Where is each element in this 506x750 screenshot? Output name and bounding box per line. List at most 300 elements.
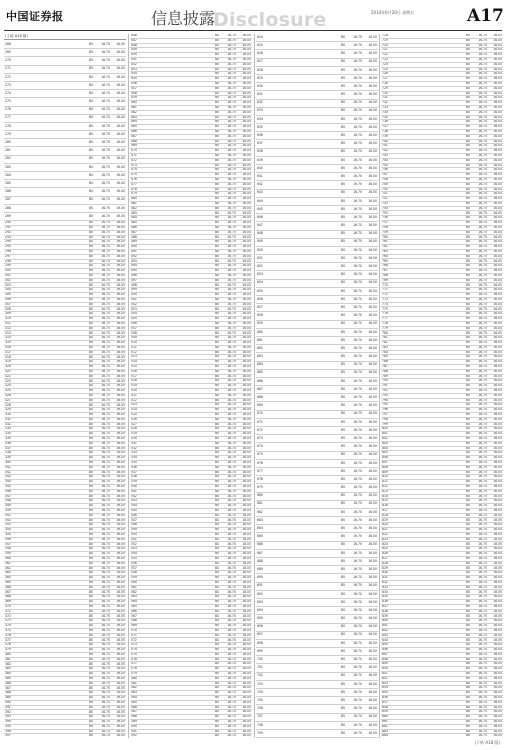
table-row xyxy=(256,116,378,124)
value-b: 16.05 xyxy=(116,288,125,292)
row-number: 785 xyxy=(382,355,388,359)
type-code: B0 xyxy=(88,729,94,733)
value-a: 16.75 xyxy=(101,691,110,695)
row-number: 848 xyxy=(382,657,388,661)
type-code: B0 xyxy=(88,345,94,349)
row-number: 495 xyxy=(131,269,137,273)
row-number: 396 xyxy=(5,729,11,733)
row-number: 315 xyxy=(5,341,11,345)
value-a: 16.75 xyxy=(227,57,236,62)
row-number: 833 xyxy=(382,585,388,589)
type-code: B0 xyxy=(340,419,346,424)
value-a: 16.75 xyxy=(101,484,110,489)
value-a: 16.75 xyxy=(478,686,487,690)
value-b: 16.05 xyxy=(493,240,502,244)
row-number: 750 xyxy=(382,187,388,191)
value-b: 16.05 xyxy=(116,556,125,560)
row-number: 804 xyxy=(382,446,388,450)
value-b: 16.05 xyxy=(242,86,251,90)
value-b: 16.00 xyxy=(368,141,377,146)
row-number: 827 xyxy=(382,556,388,560)
value-b: 16.05 xyxy=(493,302,502,306)
row-number: 801 xyxy=(382,432,388,436)
row-number: 471 xyxy=(131,153,137,158)
type-code: B0 xyxy=(214,436,220,441)
value-a: 16.75 xyxy=(478,48,487,52)
value-a: 16.75 xyxy=(478,81,487,86)
value-a: 16.75 xyxy=(478,293,487,297)
table-row xyxy=(256,75,378,83)
value-b: 16.05 xyxy=(242,619,251,623)
type-code: B0 xyxy=(340,157,346,162)
row-number: 687 xyxy=(257,550,263,555)
row-number: 362 xyxy=(5,566,11,570)
type-code: B0 xyxy=(88,213,94,218)
value-b: 16.05 xyxy=(242,38,251,42)
type-code: B0 xyxy=(88,489,94,493)
value-a: 16.75 xyxy=(227,177,236,181)
value-a: 16.75 xyxy=(227,432,236,436)
value-b: 16.00 xyxy=(368,198,377,203)
type-code: B0 xyxy=(465,173,471,177)
value-b: 16.05 xyxy=(242,585,251,589)
value-a: 16.75 xyxy=(478,43,487,47)
value-b: 16.05 xyxy=(242,499,251,503)
value-b: 16.00 xyxy=(368,493,377,498)
value-b: 16.05 xyxy=(493,216,502,220)
value-a: 16.70 xyxy=(101,82,110,87)
row-number: 375 xyxy=(5,628,11,632)
value-b: 16.05 xyxy=(242,547,251,551)
table-row xyxy=(256,648,378,656)
value-b: 16.05 xyxy=(493,34,502,38)
value-a: 16.75 xyxy=(227,681,236,685)
value-b: 16.05 xyxy=(116,657,125,661)
value-a: 16.75 xyxy=(227,542,236,546)
table-row xyxy=(4,147,126,155)
value-a: 16.75 xyxy=(101,729,110,733)
table-row xyxy=(4,107,126,115)
table-row xyxy=(256,67,378,75)
value-a: 16.75 xyxy=(478,86,487,90)
value-a: 16.75 xyxy=(101,590,110,594)
row-number: 665 xyxy=(257,370,263,375)
table-row xyxy=(256,435,378,443)
value-b: 16.05 xyxy=(242,614,251,618)
value-a: 16.75 xyxy=(227,393,236,397)
type-code: B0 xyxy=(214,561,220,565)
value-b: 16.05 xyxy=(116,451,125,455)
value-a: 16.75 xyxy=(227,139,236,143)
type-code: B0 xyxy=(465,436,471,441)
row-number: 779 xyxy=(382,326,388,330)
value-a: 16.75 xyxy=(478,715,487,719)
value-a: 16.75 xyxy=(478,542,487,546)
value-b: 16.05 xyxy=(116,489,125,493)
table-row xyxy=(256,705,378,713)
table-row xyxy=(256,525,378,533)
row-number: 563 xyxy=(131,595,137,599)
value-a: 16.75 xyxy=(478,648,487,652)
value-b: 16.05 xyxy=(242,604,251,608)
value-a: 16.75 xyxy=(478,211,487,215)
value-a: 16.70 xyxy=(353,116,362,121)
value-b: 16.05 xyxy=(116,576,125,580)
row-number: 584 xyxy=(131,695,137,700)
row-number: 452 xyxy=(131,62,137,66)
value-b: 16.05 xyxy=(242,216,251,220)
type-code: B0 xyxy=(214,398,220,402)
row-number: 705 xyxy=(257,697,263,702)
value-a: 16.70 xyxy=(101,90,110,95)
value-a: 16.75 xyxy=(478,345,487,349)
value-a: 16.75 xyxy=(227,129,236,134)
value-a: 16.75 xyxy=(227,604,236,608)
value-a: 16.75 xyxy=(478,628,487,632)
type-code: B0 xyxy=(465,638,471,642)
row-number: 321 xyxy=(5,369,11,373)
type-code: B0 xyxy=(465,230,471,234)
type-code: B0 xyxy=(340,304,346,309)
value-b: 16.00 xyxy=(368,190,377,195)
value-b: 16.05 xyxy=(116,715,125,719)
table-row xyxy=(256,640,378,648)
value-a: 16.75 xyxy=(101,489,110,493)
value-b: 16.00 xyxy=(116,213,125,218)
value-a: 16.75 xyxy=(478,614,487,618)
row-number: 310 xyxy=(5,317,11,321)
value-a: 16.75 xyxy=(227,417,236,421)
value-b: 16.05 xyxy=(242,686,251,690)
table-row xyxy=(256,501,378,509)
value-b: 16.05 xyxy=(493,484,502,488)
row-number: 451 xyxy=(131,57,137,62)
value-a: 16.70 xyxy=(353,92,362,97)
value-b: 16.05 xyxy=(493,695,502,700)
type-code: B0 xyxy=(88,537,94,541)
type-code: B0 xyxy=(465,293,471,297)
value-a: 16.75 xyxy=(227,609,236,613)
value-b: 16.05 xyxy=(242,379,251,383)
row-number: 686 xyxy=(257,542,263,547)
type-code: B0 xyxy=(88,278,94,282)
type-code: B0 xyxy=(465,364,471,369)
type-code: B0 xyxy=(340,42,346,47)
row-number: 324 xyxy=(5,384,11,388)
type-code: B0 xyxy=(340,231,346,236)
table-row xyxy=(256,59,378,67)
row-number: 624 xyxy=(257,34,263,39)
value-b: 16.00 xyxy=(368,386,377,391)
row-number: 581 xyxy=(131,681,137,685)
value-b: 16.05 xyxy=(242,667,251,671)
row-number: 729 xyxy=(382,86,388,90)
type-code: B0 xyxy=(465,465,471,469)
row-number: 667 xyxy=(257,386,263,391)
row-number: 560 xyxy=(131,580,137,584)
table-row xyxy=(256,517,378,525)
value-a: 16.75 xyxy=(478,705,487,709)
value-a: 16.75 xyxy=(101,494,110,498)
value-b: 16.05 xyxy=(242,240,251,244)
row-number: 387 xyxy=(5,686,11,690)
type-code: B0 xyxy=(340,665,346,670)
value-a: 16.75 xyxy=(101,480,110,484)
value-b: 16.05 xyxy=(242,465,251,469)
value-a: 16.75 xyxy=(478,192,487,196)
row-number: 359 xyxy=(5,552,11,556)
type-code: B0 xyxy=(88,297,94,301)
value-b: 16.05 xyxy=(116,619,125,623)
row-number: 808 xyxy=(382,465,388,469)
type-code: B0 xyxy=(88,662,94,666)
type-code: B0 xyxy=(88,331,94,335)
row-number: 355 xyxy=(5,532,11,537)
row-number: 730 xyxy=(382,91,388,95)
value-a: 16.70 xyxy=(353,681,362,686)
value-a: 16.75 xyxy=(227,312,236,316)
value-a: 16.70 xyxy=(353,239,362,244)
row-number: 492 xyxy=(131,254,137,258)
value-b: 16.00 xyxy=(116,58,125,63)
value-b: 16.05 xyxy=(242,72,251,76)
type-code: B0 xyxy=(214,427,220,431)
value-a: 16.75 xyxy=(227,384,236,388)
type-code: B0 xyxy=(465,686,471,690)
value-b: 16.00 xyxy=(368,108,377,113)
value-a: 16.75 xyxy=(227,110,236,114)
value-a: 16.75 xyxy=(101,537,110,541)
value-b: 16.05 xyxy=(242,600,251,604)
value-a: 16.75 xyxy=(227,297,236,301)
value-b: 16.05 xyxy=(242,705,251,709)
value-b: 16.05 xyxy=(493,273,502,277)
row-number: 655 xyxy=(257,288,263,293)
type-code: B0 xyxy=(214,149,220,153)
type-code: B0 xyxy=(214,614,220,618)
type-code: B0 xyxy=(340,100,346,105)
type-code: B0 xyxy=(88,724,94,728)
value-b: 16.00 xyxy=(368,321,377,326)
row-number: 537 xyxy=(131,470,137,474)
value-b: 16.05 xyxy=(242,168,251,172)
value-b: 16.00 xyxy=(368,313,377,318)
value-a: 16.75 xyxy=(101,379,110,383)
row-number: 363 xyxy=(5,571,11,575)
value-a: 16.70 xyxy=(353,714,362,719)
value-a: 16.75 xyxy=(478,724,487,728)
row-number: 510 xyxy=(131,341,137,345)
type-code: B0 xyxy=(214,393,220,397)
type-code: B0 xyxy=(88,518,94,522)
value-b: 16.00 xyxy=(368,624,377,629)
row-number: 548 xyxy=(131,523,137,527)
type-code: B0 xyxy=(465,360,471,364)
value-a: 16.70 xyxy=(353,509,362,514)
page-number: A17 xyxy=(467,6,504,26)
value-b: 16.00 xyxy=(116,131,125,136)
row-number: 650 xyxy=(257,247,263,252)
value-b: 16.00 xyxy=(116,90,125,95)
value-b: 16.05 xyxy=(116,734,125,738)
value-b: 16.05 xyxy=(116,609,125,613)
value-b: 16.05 xyxy=(116,523,125,527)
value-b: 16.05 xyxy=(493,355,502,359)
row-number: 307 xyxy=(5,302,11,306)
value-a: 16.75 xyxy=(101,413,110,417)
value-b: 16.00 xyxy=(368,419,377,424)
value-b: 16.05 xyxy=(116,446,125,450)
row-number: 821 xyxy=(382,528,388,532)
type-code: B0 xyxy=(214,566,220,570)
row-number: 559 xyxy=(131,576,137,580)
value-a: 16.75 xyxy=(478,652,487,656)
value-a: 16.75 xyxy=(101,230,110,234)
value-a: 16.70 xyxy=(353,566,362,571)
value-a: 16.75 xyxy=(478,312,487,316)
value-a: 16.75 xyxy=(227,633,236,637)
row-number: 837 xyxy=(382,604,388,608)
row-number: 749 xyxy=(382,182,388,186)
value-b: 16.00 xyxy=(368,247,377,252)
type-code: B0 xyxy=(465,600,471,604)
type-code: B0 xyxy=(88,417,94,421)
type-code: B0 xyxy=(88,715,94,719)
value-b: 16.05 xyxy=(493,144,502,148)
value-a: 16.75 xyxy=(478,182,487,186)
value-a: 16.75 xyxy=(478,77,487,81)
value-b: 16.05 xyxy=(493,62,502,66)
value-b: 16.00 xyxy=(368,665,377,670)
table-row xyxy=(256,714,378,722)
value-b: 16.05 xyxy=(116,633,125,637)
row-number: 292 xyxy=(5,230,11,234)
value-a: 16.75 xyxy=(227,149,236,153)
type-code: B0 xyxy=(465,547,471,551)
value-a: 16.75 xyxy=(101,624,110,628)
row-number: 522 xyxy=(131,398,137,402)
value-a: 16.75 xyxy=(478,695,487,700)
header-rule xyxy=(4,30,502,31)
type-code: B0 xyxy=(214,590,220,594)
row-number: 829 xyxy=(382,566,388,570)
value-a: 16.75 xyxy=(227,671,236,676)
value-a: 16.70 xyxy=(353,264,362,269)
type-code: B0 xyxy=(214,158,220,162)
type-code: B0 xyxy=(214,388,220,393)
value-a: 16.75 xyxy=(227,451,236,455)
row-number: 857 xyxy=(382,700,388,704)
row-number: 280 xyxy=(5,140,11,145)
value-b: 16.05 xyxy=(493,153,502,158)
table-row xyxy=(256,353,378,361)
row-number: 666 xyxy=(257,378,263,383)
type-code: B0 xyxy=(340,34,346,39)
value-b: 16.00 xyxy=(368,427,377,432)
type-code: B0 xyxy=(88,513,94,517)
row-number: 564 xyxy=(131,600,137,604)
value-b: 16.00 xyxy=(368,272,377,277)
table-row xyxy=(4,49,126,57)
value-a: 16.75 xyxy=(227,403,236,407)
value-a: 16.70 xyxy=(353,517,362,522)
table-row xyxy=(256,280,378,288)
row-number: 323 xyxy=(5,379,11,383)
type-code: B0 xyxy=(88,156,94,161)
value-b: 16.00 xyxy=(116,180,125,185)
value-b: 16.05 xyxy=(493,422,502,426)
row-number: 844 xyxy=(382,638,388,642)
row-number: 544 xyxy=(131,504,137,508)
type-code: B0 xyxy=(214,245,220,249)
table-row xyxy=(256,91,378,99)
value-b: 16.05 xyxy=(242,662,251,666)
row-number: 849 xyxy=(382,662,388,666)
row-number: 336 xyxy=(5,441,11,445)
value-b: 16.05 xyxy=(493,67,502,71)
row-number: 376 xyxy=(5,633,11,637)
value-a: 16.75 xyxy=(227,619,236,623)
row-number: 845 xyxy=(382,643,388,647)
value-a: 16.75 xyxy=(478,321,487,325)
type-code: B0 xyxy=(465,734,471,738)
value-b: 16.05 xyxy=(116,436,125,441)
value-a: 16.75 xyxy=(227,369,236,373)
value-b: 16.05 xyxy=(493,43,502,47)
value-b: 16.05 xyxy=(242,446,251,450)
value-b: 16.05 xyxy=(242,652,251,656)
value-a: 16.70 xyxy=(101,148,110,153)
value-a: 16.75 xyxy=(478,129,487,134)
type-code: B0 xyxy=(88,413,94,417)
value-a: 16.75 xyxy=(227,288,236,292)
type-code: B0 xyxy=(214,240,220,244)
type-code: B0 xyxy=(465,62,471,66)
row-number: 839 xyxy=(382,614,388,618)
value-a: 16.70 xyxy=(353,722,362,727)
row-number: 472 xyxy=(131,158,137,162)
table-row xyxy=(256,583,378,591)
value-b: 16.05 xyxy=(242,633,251,637)
value-b: 16.00 xyxy=(368,550,377,555)
row-number: 674 xyxy=(257,444,263,449)
type-code: B0 xyxy=(340,108,346,113)
value-a: 16.75 xyxy=(227,441,236,445)
row-number: 752 xyxy=(382,197,388,201)
row-number: 812 xyxy=(382,484,388,488)
type-code: B0 xyxy=(465,264,471,268)
value-a: 16.75 xyxy=(101,547,110,551)
type-code: B0 xyxy=(214,489,220,493)
type-code: B0 xyxy=(214,110,220,114)
row-number: 290 xyxy=(5,221,11,225)
value-b: 16.05 xyxy=(242,331,251,335)
type-code: B0 xyxy=(88,508,94,513)
value-b: 16.00 xyxy=(116,140,125,145)
value-a: 16.75 xyxy=(227,571,236,575)
value-b: 16.05 xyxy=(493,72,502,76)
value-a: 16.75 xyxy=(478,173,487,177)
value-b: 16.05 xyxy=(493,225,502,229)
value-a: 16.75 xyxy=(227,53,236,57)
value-a: 16.75 xyxy=(101,269,110,273)
value-a: 16.70 xyxy=(353,501,362,506)
value-a: 16.75 xyxy=(227,67,236,71)
value-b: 16.05 xyxy=(116,259,125,263)
value-b: 16.05 xyxy=(493,360,502,364)
type-code: B0 xyxy=(465,576,471,580)
value-b: 16.05 xyxy=(116,336,125,340)
